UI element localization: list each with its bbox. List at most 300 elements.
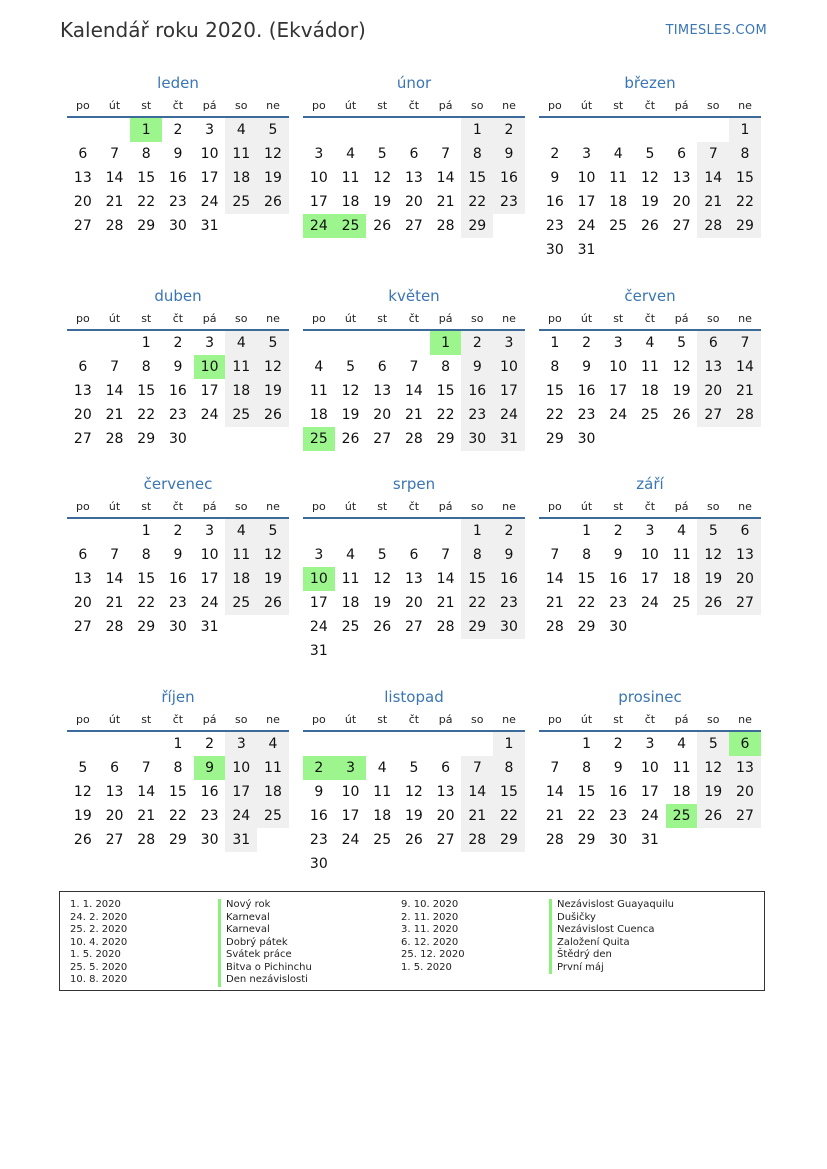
day-cell[interactable]: 30 [609, 619, 628, 635]
day-cell[interactable]: 20 [404, 194, 423, 210]
day-cell[interactable]: 13 [73, 170, 92, 186]
day-cell[interactable]: 24 [200, 595, 219, 611]
day-cell[interactable]: 22 [461, 591, 493, 615]
day-cell[interactable]: 23 [309, 832, 328, 848]
day-cell[interactable]: 3 [225, 732, 257, 756]
day-cell[interactable]: 27 [404, 619, 423, 635]
day-cell[interactable]: 25 [672, 595, 691, 611]
day-cell[interactable]: 18 [373, 808, 392, 824]
day-cell[interactable]: 13 [73, 571, 92, 587]
day-cell[interactable]: 4 [377, 760, 387, 776]
day-cell[interactable]: 28 [404, 431, 423, 447]
day-cell[interactable]: 6 [441, 760, 451, 776]
day-cell[interactable]: 3 [493, 331, 525, 355]
day-cell[interactable]: 14 [545, 784, 564, 800]
day-cell[interactable]: 8 [441, 359, 451, 375]
day-cell[interactable]: 25 [225, 591, 257, 615]
day-cell[interactable]: 15 [461, 567, 493, 591]
day-cell[interactable]: 20 [729, 780, 761, 804]
day-cell[interactable]: 25 [640, 407, 659, 423]
day-cell[interactable]: 17 [309, 194, 328, 210]
day-cell[interactable]: 15 [436, 383, 455, 399]
day-cell[interactable]: 22 [493, 804, 525, 828]
day-cell[interactable]: 15 [137, 170, 156, 186]
day-cell[interactable]: 26 [640, 218, 659, 234]
day-cell[interactable]: 11 [225, 355, 257, 379]
day-cell[interactable]: 5 [257, 519, 289, 543]
day-cell[interactable]: 19 [373, 194, 392, 210]
day-cell[interactable]: 30 [461, 427, 493, 451]
day-cell[interactable]: 8 [550, 359, 560, 375]
day-cell[interactable]: 17 [640, 784, 659, 800]
day-cell[interactable]: 22 [168, 808, 187, 824]
day-cell[interactable]: 16 [168, 571, 187, 587]
day-cell[interactable]: 5 [697, 732, 729, 756]
day-cell[interactable]: 6 [377, 359, 387, 375]
day-cell[interactable]: 31 [200, 619, 219, 635]
day-cell[interactable]: 10 [309, 170, 328, 186]
day-cell[interactable]: 2 [173, 335, 183, 351]
day-cell[interactable]: 12 [341, 383, 360, 399]
day-cell[interactable]: 5 [409, 760, 419, 776]
day-cell[interactable]: 21 [729, 379, 761, 403]
day-cell[interactable]: 17 [200, 383, 219, 399]
day-cell[interactable]: 6 [409, 547, 419, 563]
day-cell[interactable]: 14 [729, 355, 761, 379]
day-cell[interactable]: 24 [640, 808, 659, 824]
day-cell[interactable]: 25 [666, 804, 698, 828]
day-cell[interactable]: 29 [461, 214, 493, 238]
day-cell[interactable]: 4 [346, 146, 355, 162]
day-cell[interactable]: 24 [493, 403, 525, 427]
day-cell[interactable]: 14 [436, 571, 455, 587]
day-cell[interactable]: 7 [441, 146, 451, 162]
day-cell[interactable]: 11 [609, 170, 628, 186]
day-cell[interactable]: 17 [200, 170, 219, 186]
day-cell[interactable]: 1 [173, 736, 183, 752]
day-cell[interactable]: 20 [404, 595, 423, 611]
day-cell[interactable]: 6 [78, 547, 88, 563]
day-cell[interactable]: 31 [577, 242, 596, 258]
day-cell[interactable]: 28 [436, 218, 455, 234]
day-cell[interactable]: 4 [225, 331, 257, 355]
day-cell[interactable]: 3 [645, 523, 655, 539]
day-cell[interactable]: 13 [697, 355, 729, 379]
day-cell[interactable]: 17 [577, 194, 596, 210]
day-cell[interactable]: 28 [105, 619, 124, 635]
day-cell[interactable]: 31 [225, 828, 257, 852]
day-cell[interactable]: 17 [341, 808, 360, 824]
day-cell[interactable]: 22 [137, 194, 156, 210]
day-cell[interactable]: 24 [577, 218, 596, 234]
day-cell[interactable]: 24 [200, 194, 219, 210]
day-cell[interactable]: 23 [200, 808, 219, 824]
day-cell[interactable]: 29 [545, 431, 564, 447]
day-cell[interactable]: 28 [105, 431, 124, 447]
day-cell[interactable]: 4 [225, 519, 257, 543]
day-cell[interactable]: 23 [609, 595, 628, 611]
day-cell[interactable]: 27 [73, 619, 92, 635]
day-cell[interactable]: 13 [729, 543, 761, 567]
day-cell[interactable]: 25 [303, 427, 335, 451]
day-cell[interactable]: 18 [225, 567, 257, 591]
day-cell[interactable]: 26 [257, 190, 289, 214]
day-cell[interactable]: 17 [200, 571, 219, 587]
day-cell[interactable]: 3 [582, 146, 591, 162]
day-cell[interactable]: 3 [205, 523, 215, 539]
day-cell[interactable]: 8 [582, 547, 591, 563]
day-cell[interactable]: 9 [461, 355, 493, 379]
day-cell[interactable]: 20 [373, 407, 392, 423]
day-cell[interactable]: 13 [729, 756, 761, 780]
day-cell[interactable]: 19 [373, 595, 392, 611]
day-cell[interactable]: 27 [729, 804, 761, 828]
day-cell[interactable]: 27 [373, 431, 392, 447]
day-cell[interactable]: 23 [493, 190, 525, 214]
day-cell[interactable]: 10 [640, 547, 659, 563]
day-cell[interactable]: 6 [409, 146, 419, 162]
day-cell[interactable]: 17 [609, 383, 628, 399]
day-cell[interactable]: 9 [613, 760, 623, 776]
day-cell[interactable]: 11 [257, 756, 289, 780]
day-cell[interactable]: 6 [677, 146, 687, 162]
day-cell[interactable]: 14 [461, 780, 493, 804]
day-cell[interactable]: 15 [729, 166, 761, 190]
day-cell[interactable]: 25 [341, 619, 360, 635]
day-cell[interactable]: 8 [582, 760, 591, 776]
day-cell[interactable]: 22 [545, 407, 564, 423]
day-cell[interactable]: 7 [550, 760, 560, 776]
day-cell[interactable]: 4 [346, 547, 355, 563]
day-cell[interactable]: 13 [436, 784, 455, 800]
day-cell[interactable]: 25 [225, 190, 257, 214]
day-cell[interactable]: 30 [493, 615, 525, 639]
day-cell[interactable]: 23 [168, 407, 187, 423]
day-cell[interactable]: 30 [309, 856, 328, 872]
day-cell[interactable]: 19 [341, 407, 360, 423]
day-cell[interactable]: 24 [609, 407, 628, 423]
day-cell[interactable]: 21 [105, 407, 124, 423]
day-cell[interactable]: 19 [257, 379, 289, 403]
day-cell[interactable]: 9 [173, 359, 183, 375]
day-cell[interactable]: 27 [729, 591, 761, 615]
day-cell[interactable]: 26 [257, 403, 289, 427]
day-cell[interactable]: 8 [493, 756, 525, 780]
day-cell[interactable]: 6 [729, 732, 761, 756]
day-cell[interactable]: 7 [729, 331, 761, 355]
day-cell[interactable]: 15 [461, 166, 493, 190]
day-cell[interactable]: 19 [640, 194, 659, 210]
day-cell[interactable]: 5 [645, 146, 655, 162]
day-cell[interactable]: 23 [577, 407, 596, 423]
day-cell[interactable]: 18 [609, 194, 628, 210]
day-cell[interactable]: 11 [672, 547, 691, 563]
day-cell[interactable]: 4 [314, 359, 324, 375]
day-cell[interactable]: 20 [73, 407, 92, 423]
day-cell[interactable]: 28 [697, 214, 729, 238]
day-cell[interactable]: 5 [697, 519, 729, 543]
day-cell[interactable]: 21 [137, 808, 156, 824]
day-cell[interactable]: 10 [303, 567, 335, 591]
day-cell[interactable]: 26 [672, 407, 691, 423]
day-cell[interactable]: 27 [73, 218, 92, 234]
day-cell[interactable]: 3 [335, 756, 367, 780]
day-cell[interactable]: 21 [545, 808, 564, 824]
day-cell[interactable]: 25 [225, 403, 257, 427]
site-link[interactable]: TIMESLES.COM [665, 23, 767, 38]
day-cell[interactable]: 8 [173, 760, 183, 776]
day-cell[interactable]: 10 [577, 170, 596, 186]
day-cell[interactable]: 26 [404, 832, 423, 848]
day-cell[interactable]: 26 [257, 591, 289, 615]
day-cell[interactable]: 28 [545, 832, 564, 848]
day-cell[interactable]: 7 [110, 146, 119, 162]
day-cell[interactable]: 29 [577, 619, 596, 635]
day-cell[interactable]: 13 [404, 571, 423, 587]
day-cell[interactable]: 18 [257, 780, 289, 804]
day-cell[interactable]: 4 [613, 146, 623, 162]
day-cell[interactable]: 10 [341, 784, 360, 800]
day-cell[interactable]: 31 [309, 643, 328, 659]
day-cell[interactable]: 4 [257, 732, 289, 756]
day-cell[interactable]: 14 [545, 571, 564, 587]
day-cell[interactable]: 19 [697, 780, 729, 804]
day-cell[interactable]: 23 [461, 403, 493, 427]
day-cell[interactable]: 10 [194, 355, 226, 379]
day-cell[interactable]: 22 [137, 407, 156, 423]
day-cell[interactable]: 4 [225, 118, 257, 142]
day-cell[interactable]: 18 [672, 571, 691, 587]
day-cell[interactable]: 24 [341, 832, 360, 848]
day-cell[interactable]: 22 [729, 190, 761, 214]
day-cell[interactable]: 21 [436, 194, 455, 210]
day-cell[interactable]: 1 [430, 331, 462, 355]
day-cell[interactable]: 31 [200, 218, 219, 234]
day-cell[interactable]: 26 [341, 431, 360, 447]
day-cell[interactable]: 30 [577, 431, 596, 447]
day-cell[interactable]: 16 [609, 571, 628, 587]
day-cell[interactable]: 23 [168, 595, 187, 611]
day-cell[interactable]: 16 [493, 166, 525, 190]
day-cell[interactable]: 22 [461, 190, 493, 214]
day-cell[interactable]: 21 [105, 194, 124, 210]
day-cell[interactable]: 18 [341, 194, 360, 210]
day-cell[interactable]: 29 [436, 431, 455, 447]
day-cell[interactable]: 1 [493, 732, 525, 756]
day-cell[interactable]: 30 [168, 218, 187, 234]
day-cell[interactable]: 2 [173, 523, 183, 539]
day-cell[interactable]: 15 [577, 784, 596, 800]
day-cell[interactable]: 11 [373, 784, 392, 800]
day-cell[interactable]: 30 [168, 431, 187, 447]
day-cell[interactable]: 28 [105, 218, 124, 234]
day-cell[interactable]: 3 [205, 122, 215, 138]
day-cell[interactable]: 12 [257, 142, 289, 166]
day-cell[interactable]: 2 [303, 756, 335, 780]
day-cell[interactable]: 27 [73, 431, 92, 447]
day-cell[interactable]: 19 [257, 166, 289, 190]
day-cell[interactable]: 28 [545, 619, 564, 635]
day-cell[interactable]: 13 [73, 383, 92, 399]
day-cell[interactable]: 9 [550, 170, 560, 186]
day-cell[interactable]: 27 [404, 218, 423, 234]
day-cell[interactable]: 14 [436, 170, 455, 186]
day-cell[interactable]: 12 [373, 170, 392, 186]
day-cell[interactable]: 21 [461, 804, 493, 828]
day-cell[interactable]: 14 [105, 170, 124, 186]
day-cell[interactable]: 11 [309, 383, 328, 399]
day-cell[interactable]: 27 [105, 832, 124, 848]
day-cell[interactable]: 15 [168, 784, 187, 800]
day-cell[interactable]: 20 [105, 808, 124, 824]
day-cell[interactable]: 30 [545, 242, 564, 258]
day-cell[interactable]: 10 [493, 355, 525, 379]
day-cell[interactable]: 5 [677, 335, 687, 351]
day-cell[interactable]: 28 [137, 832, 156, 848]
day-cell[interactable]: 24 [303, 214, 335, 238]
day-cell[interactable]: 1 [141, 335, 151, 351]
day-cell[interactable]: 20 [672, 194, 691, 210]
day-cell[interactable]: 6 [697, 331, 729, 355]
day-cell[interactable]: 15 [137, 383, 156, 399]
day-cell[interactable]: 27 [436, 832, 455, 848]
day-cell[interactable]: 18 [640, 383, 659, 399]
day-cell[interactable]: 3 [314, 146, 324, 162]
day-cell[interactable]: 29 [137, 431, 156, 447]
day-cell[interactable]: 26 [373, 218, 392, 234]
day-cell[interactable]: 18 [309, 407, 328, 423]
day-cell[interactable]: 23 [609, 808, 628, 824]
day-cell[interactable]: 6 [78, 146, 88, 162]
day-cell[interactable]: 29 [137, 218, 156, 234]
day-cell[interactable]: 26 [373, 619, 392, 635]
day-cell[interactable]: 26 [697, 804, 729, 828]
day-cell[interactable]: 10 [225, 756, 257, 780]
day-cell[interactable]: 17 [225, 780, 257, 804]
day-cell[interactable]: 7 [441, 547, 451, 563]
day-cell[interactable]: 11 [640, 359, 659, 375]
day-cell[interactable]: 2 [613, 736, 623, 752]
day-cell[interactable]: 8 [141, 359, 151, 375]
day-cell[interactable]: 7 [409, 359, 419, 375]
day-cell[interactable]: 21 [436, 595, 455, 611]
day-cell[interactable]: 23 [545, 218, 564, 234]
day-cell[interactable]: 18 [225, 379, 257, 403]
day-cell[interactable]: 1 [729, 118, 761, 142]
day-cell[interactable]: 10 [640, 760, 659, 776]
day-cell[interactable]: 26 [697, 591, 729, 615]
day-cell[interactable]: 3 [314, 547, 324, 563]
day-cell[interactable]: 22 [137, 595, 156, 611]
day-cell[interactable]: 25 [335, 214, 367, 238]
day-cell[interactable]: 12 [257, 543, 289, 567]
day-cell[interactable]: 1 [550, 335, 560, 351]
day-cell[interactable]: 13 [672, 170, 691, 186]
day-cell[interactable]: 12 [373, 571, 392, 587]
day-cell[interactable]: 15 [577, 571, 596, 587]
day-cell[interactable]: 19 [73, 808, 92, 824]
day-cell[interactable]: 18 [341, 595, 360, 611]
day-cell[interactable]: 28 [461, 828, 493, 852]
day-cell[interactable]: 31 [640, 832, 659, 848]
day-cell[interactable]: 21 [697, 190, 729, 214]
day-cell[interactable]: 16 [577, 383, 596, 399]
day-cell[interactable]: 8 [729, 142, 761, 166]
day-cell[interactable]: 1 [461, 118, 493, 142]
day-cell[interactable]: 5 [257, 331, 289, 355]
day-cell[interactable]: 24 [200, 407, 219, 423]
day-cell[interactable]: 14 [404, 383, 423, 399]
day-cell[interactable]: 9 [173, 547, 183, 563]
day-cell[interactable]: 2 [493, 519, 525, 543]
day-cell[interactable]: 20 [73, 595, 92, 611]
day-cell[interactable]: 5 [377, 146, 387, 162]
day-cell[interactable]: 3 [205, 335, 215, 351]
day-cell[interactable]: 19 [672, 383, 691, 399]
day-cell[interactable]: 24 [225, 804, 257, 828]
day-cell[interactable]: 7 [550, 547, 560, 563]
day-cell[interactable]: 24 [309, 619, 328, 635]
day-cell[interactable]: 29 [729, 214, 761, 238]
day-cell[interactable]: 25 [257, 804, 289, 828]
day-cell[interactable]: 21 [105, 595, 124, 611]
day-cell[interactable]: 26 [73, 832, 92, 848]
day-cell[interactable]: 19 [697, 567, 729, 591]
day-cell[interactable]: 28 [436, 619, 455, 635]
day-cell[interactable]: 6 [110, 760, 119, 776]
day-cell[interactable]: 9 [314, 784, 324, 800]
day-cell[interactable]: 12 [257, 355, 289, 379]
day-cell[interactable]: 12 [672, 359, 691, 375]
day-cell[interactable]: 22 [577, 595, 596, 611]
day-cell[interactable]: 10 [609, 359, 628, 375]
day-cell[interactable]: 14 [137, 784, 156, 800]
day-cell[interactable]: 12 [73, 784, 92, 800]
day-cell[interactable]: 1 [582, 523, 591, 539]
day-cell[interactable]: 7 [461, 756, 493, 780]
day-cell[interactable]: 2 [205, 736, 215, 752]
day-cell[interactable]: 10 [200, 146, 219, 162]
day-cell[interactable]: 29 [461, 615, 493, 639]
day-cell[interactable]: 29 [577, 832, 596, 848]
day-cell[interactable]: 6 [78, 359, 88, 375]
day-cell[interactable]: 20 [436, 808, 455, 824]
day-cell[interactable]: 22 [577, 808, 596, 824]
day-cell[interactable]: 17 [640, 571, 659, 587]
day-cell[interactable]: 28 [729, 403, 761, 427]
day-cell[interactable]: 25 [373, 832, 392, 848]
day-cell[interactable]: 4 [677, 523, 687, 539]
day-cell[interactable]: 13 [373, 383, 392, 399]
day-cell[interactable]: 20 [73, 194, 92, 210]
day-cell[interactable]: 6 [729, 519, 761, 543]
day-cell[interactable]: 11 [672, 760, 691, 776]
day-cell[interactable]: 1 [141, 523, 151, 539]
day-cell[interactable]: 21 [404, 407, 423, 423]
day-cell[interactable]: 16 [168, 383, 187, 399]
day-cell[interactable]: 7 [110, 547, 119, 563]
day-cell[interactable]: 12 [697, 756, 729, 780]
day-cell[interactable]: 16 [168, 170, 187, 186]
day-cell[interactable]: 2 [582, 335, 591, 351]
day-cell[interactable]: 27 [697, 403, 729, 427]
day-cell[interactable]: 30 [200, 832, 219, 848]
day-cell[interactable]: 9 [173, 146, 183, 162]
day-cell[interactable]: 12 [697, 543, 729, 567]
day-cell[interactable]: 12 [404, 784, 423, 800]
day-cell[interactable]: 8 [141, 146, 151, 162]
day-cell[interactable]: 15 [137, 571, 156, 587]
